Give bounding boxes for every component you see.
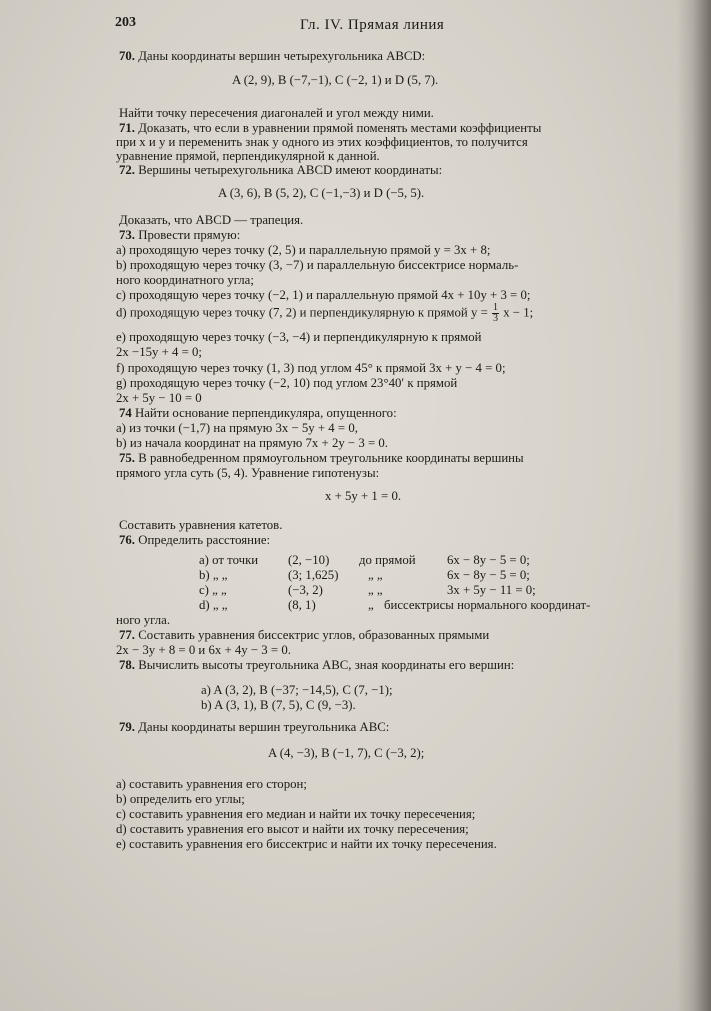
problem-text: Даны координаты вершин четырехугольника ABCD: [138,49,426,63]
problem-71 [119,121,541,136]
problem-text: В равнобедренном прямоугольном треугольнике координаты вершины [138,451,524,465]
problem-73 [119,228,240,243]
running-header: Гл. IV. Прямая линия [300,17,445,33]
problem-72-coords: A (3, 6), B (5, 2), C (−1,−3) и D (−5, 5). [218,186,425,200]
problem-73-g: g) проходящую через точку (−2, 10) под углом 23°40′ к прямой [116,376,458,390]
problem-70-task: Найти точку пересечения диагоналей и угол между ними. [119,106,434,120]
problem-75 [119,451,524,466]
problem-79-b: b) определить его углы; [116,792,245,806]
problem-text: Вычислить высоты треугольника ABC, зная координаты его вершин: [138,658,515,672]
problem-71-line-2: при x и y и переменить знак у одного из этих коэффициентов, то получится [116,135,528,149]
problem-74-a: a) из точки (−1,7) на прямую 3x − 5y + 4 = 0, [116,421,358,435]
problem-78-b: b) A (3, 1), B (7, 5), C (9, −3). [201,698,356,712]
problem-74 [119,406,397,421]
problem-number: 73. [119,228,135,242]
problem-72 [119,163,442,178]
page-number: 203 [115,15,136,30]
problem-73-c: c) проходящую через точку (−2, 1) и параллельную прямой 4x + 10y + 3 = 0; [116,288,531,302]
problem-75-equation: x + 5y + 1 = 0. [325,489,402,503]
problem-73-b-cont: ного координатного угла; [116,273,254,287]
problem-text: Провести прямую: [138,228,241,242]
problem-79-coords: A (4, −3), B (−1, 7), C (−3, 2); [268,746,425,760]
problem-text: Определить расстояние: [138,533,271,547]
problem-73-d: d) проходящую через точку (7, 2) и перпендикулярную к прямой y = $\frac{1}{3}$ x − 1; [116,302,534,324]
problem-74-b: b) из начала координат на прямую 7x + 2y − 3 = 0. [116,436,388,450]
fraction: $\frac{1}{3}$ [493,302,498,324]
problem-79-d: d) составить уравнения его высот и найти их точку пересечения; [116,822,469,836]
problem-70 [119,49,425,64]
problem-79 [119,720,389,735]
problem-76-tail: ного угла. [116,613,171,627]
problem-79-a: a) составить уравнения его сторон; [116,777,307,791]
problem-78-a: a) A (3, 2), B (−37; −14,5), C (7, −1); [201,683,393,697]
problem-79-e: e) составить уравнения его биссектрис и найти их точку пересечения. [116,837,497,851]
problem-79-c: c) составить уравнения его медиан и найти их точку пересечения; [116,807,476,821]
problem-76 [119,533,270,548]
problem-number: 77. [119,628,135,642]
problem-73-a: a) проходящую через точку (2, 5) и параллельную прямой y = 3x + 8; [116,243,491,257]
problem-77 [119,628,489,643]
page-spine-shadow [677,0,711,1011]
problem-text: Доказать, что если в уравнении прямой поменять местами коэффициенты [138,121,542,135]
problem-73-g-cont: 2x + 5y − 10 = 0 [116,391,202,405]
problem-77-line-2: 2x − 3y + 8 = 0 и 6x + 4y − 3 = 0. [116,643,291,657]
problem-number: 71. [119,121,135,135]
problem-75-line-2: прямого угла суть (5, 4). Уравнение гипотенузы: [116,466,380,480]
problem-78 [119,658,514,673]
problem-number: 75. [119,451,135,465]
problem-75-task: Составить уравнения катетов. [119,518,283,532]
problem-number: 79. [119,720,135,734]
problem-73-e-cont: 2x −15y + 4 = 0; [116,345,202,359]
problem-number: 70. [119,49,135,63]
problem-73-b: b) проходящую через точку (3, −7) и параллельную биссектрисе нормаль- [116,258,519,272]
problem-number: 74 [119,406,132,420]
problem-number: 78. [119,658,135,672]
problem-70-coords: A (2, 9), B (−7,−1), C (−2, 1) и D (5, 7). [232,73,439,87]
problem-text: Составить уравнения биссектрис углов, образованных прямыми [138,628,490,642]
problem-number: 76. [119,533,135,547]
problem-73-f: f) проходящую через точку (1, 3) под углом 45° к прямой 3x + y − 4 = 0; [116,361,506,375]
problem-number: 72. [119,163,135,177]
problem-text: Даны координаты вершин треугольника ABC: [138,720,390,734]
problem-72-task: Доказать, что ABCD — трапеция. [119,213,304,227]
problem-71-line-3: уравнение прямой, перпендикулярной к данной. [116,149,380,163]
problem-text: Найти основание перпендикуляра, опущенного: [135,406,397,420]
problem-text: Вершины четырехугольника ABCD имеют координаты: [138,163,443,177]
book-page: 203 Гл. IV. Прямая линия 70. Даны координаты вершин четырехугольника ABCD: A (2, 9), B (−7,−1), C (−2, 1) и D (5, 7). Найти точку пересечения диагоналей и угол между ними. 71. Доказать, что если в уравнении прямой поменять местами коэффициенты при x и y и переменить знак у одного из этих коэффициентов, то получится уравнение прямой, перпендикулярной к данной. 72. Вершины четырехугольника ABCD имеют координаты: A (3, 6), B (5, 2), C (−1,−3) и D (−5, 5). Доказать, что ABCD — трапеция. 73. Провести прямую: a) проходящую через точку (2, 5) и параллельную прямой y = 3x + 8; b) проходящую через точку (3, −7) и параллельную биссектрисе нормаль- ного координатного угла; c) проходящую через точку (−2, 1) и параллельную прямой 4x + 10y + 3 = 0; d) проходящую через точку (7, 2) и перпендикулярную к прямой y = $\frac{1}{3}$ x − 1; e) проходящую через точку (−3, −4) и перпендикулярную к прямой 2x −15y + 4 = 0; f) проходящую через точку (1, 3) под углом 45° к прямой 3x + y − 4 = 0; g) проходящую через точку (−2, 10) под углом 23°40′ к прямой 2x + 5y − 10 = 0 74 Найти основание перпендикуляра, опущенного: a) из точки (−1,7) на прямую 3x − 5y + 4 = 0, b) из начала координат на прямую 7x + 2y − 3 = 0. 75. В равнобедренном прямоугольном треугольнике координаты вершины прямого угла суть (5, 4). Уравнение гипотенузы: x + 5y + 1 = 0. Составить уравнения катетов. 76. Определить расстояние: a) от точки (2, −10) до прямой 6x − 8y − 5 = 0; b) „ „ (3; 1,625) „ „ 6x − 8y − 5 = 0; c) „ „ (−3, 2) „ „ 3x + 5y − 11 = 0; d) „ „ (8, 1) „ биссектрисы нормального координат- ного угла. 77. Составить уравнения биссектрис углов, образованных прямыми 2x − 3y + 8 = 0 и 6x + 4y − 3 = 0. 78. Вычислить высоты треугольника ABC, зная координаты его вершин: a) A (3, 2), B (−37; −14,5), C (7, −1); b) A (3, 1), B (7, 5), C (9, −3). 79. Даны координаты вершин треугольника ABC: A (4, −3), B (−1, 7), C (−3, 2); a) составить уравнения его сторон; b) определить его углы; c) составить уравнения его медиан и найти их точку пересечения; d) составить уравнения его высот и найти их точку пересечения; e) составить уравнения его биссектрис и найти их точку пересечения. [0,0,711,1011]
problem-73-e: e) проходящую через точку (−3, −4) и перпендикулярную к прямой [116,330,482,344]
